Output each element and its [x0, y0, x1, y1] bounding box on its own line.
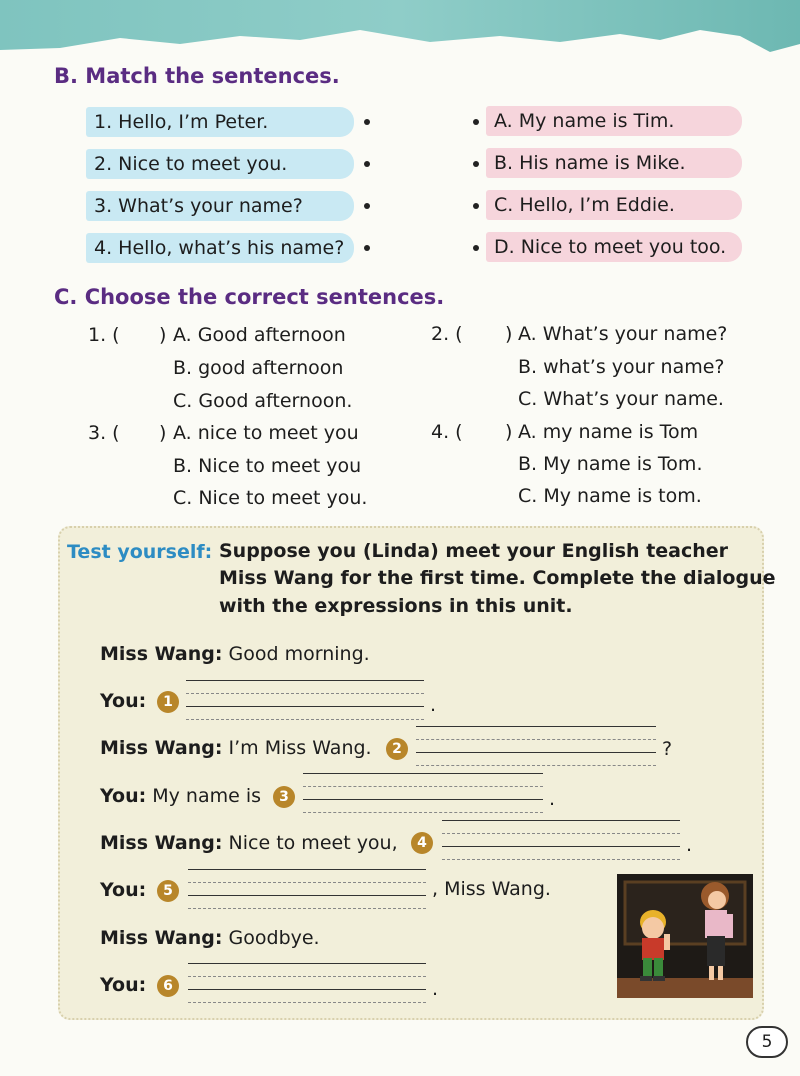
answer-line-3-mid [303, 786, 543, 787]
speaker-you: You: [100, 785, 147, 807]
question-4-number: 4. ( [431, 421, 463, 443]
answer-line-3-top [303, 773, 543, 774]
speaker-you-1: You: [100, 690, 147, 712]
answer-line-5-top [188, 869, 426, 870]
section-c-title: C. Choose the correct sentences. [54, 285, 445, 309]
dialogue-text: I’m Miss Wang. [228, 737, 372, 759]
blank-number-3: 3 [273, 786, 295, 808]
match-left-3: 3. What’s your name? [86, 191, 354, 221]
test-yourself-label: Test yourself: [67, 541, 213, 563]
question-2-number: 2. ( [431, 323, 463, 345]
dialogue-line-1 [100, 643, 370, 665]
blank-1-end: . [430, 694, 437, 716]
answer-blank-4[interactable] [442, 846, 680, 847]
question-4-option-c: C. My name is tom. [518, 485, 702, 507]
question-2-option-a: A. What’s your name? [518, 323, 728, 345]
match-dot-left-4[interactable] [364, 245, 370, 251]
blank-number-6: 6 [157, 975, 179, 997]
match-dot-right-4[interactable] [473, 245, 479, 251]
match-right-d: D. Nice to meet you too. [486, 232, 742, 262]
dialogue-line-3 [100, 737, 372, 759]
dialogue-text: Good morning. [228, 643, 370, 665]
match-right-b: B. His name is Mike. [486, 148, 742, 178]
speaker-you-6: You: [100, 974, 147, 996]
match-right-a: A. My name is Tim. [486, 106, 742, 136]
answer-line-4-top [442, 820, 680, 821]
blank-number-5: 5 [157, 880, 179, 902]
answer-line-5-mid [188, 882, 426, 883]
speaker-you-5: You: [100, 879, 147, 901]
match-left-2: 2. Nice to meet you. [86, 149, 354, 179]
blank-number-2: 2 [386, 738, 408, 760]
blank-6-end: . [432, 978, 439, 1000]
question-3-option-c: C. Nice to meet you. [173, 487, 368, 509]
match-right-c: C. Hello, I’m Eddie. [486, 190, 742, 220]
question-1-option-b: B. good afternoon [173, 357, 344, 379]
question-1-paren: ) [159, 324, 167, 346]
question-3-option-a: A. nice to meet you [173, 422, 359, 444]
question-2-option-c: C. What’s your name. [518, 388, 724, 410]
dialogue-line-7 [100, 927, 320, 949]
answer-line-3-bottom [303, 812, 543, 813]
question-3-paren: ) [159, 422, 167, 444]
match-left-1: 1. Hello, I’m Peter. [86, 107, 354, 137]
dialogue-text: Goodbye. [228, 927, 320, 949]
answer-line-4-mid [442, 833, 680, 834]
speaker-miss-wang: Miss Wang: [100, 927, 223, 949]
answer-blank-3[interactable] [303, 799, 543, 800]
question-3-option-b: B. Nice to meet you [173, 455, 362, 477]
match-dot-left-3[interactable] [364, 203, 370, 209]
question-3-number: 3. ( [88, 422, 120, 444]
teacher-and-boy-illustration-icon [617, 874, 753, 998]
question-2-paren: ) [505, 323, 513, 345]
match-dot-left-1[interactable] [364, 119, 370, 125]
match-dot-right-2[interactable] [473, 161, 479, 167]
answer-line-1-mid [186, 693, 424, 694]
speaker-miss-wang: Miss Wang: [100, 737, 223, 759]
test-instruction-line-3: with the expressions in this unit. [219, 595, 573, 617]
answer-line-1-bottom [186, 719, 424, 720]
test-instruction-line-2: Miss Wang for the first time. Complete the dialogue [219, 567, 776, 589]
answer-line-2-top [416, 726, 656, 727]
blank-2-end: ? [662, 738, 673, 760]
answer-line-6-mid [188, 976, 426, 977]
match-dot-left-2[interactable] [364, 161, 370, 167]
answer-line-2-mid [416, 739, 656, 740]
blank-number-1: 1 [157, 691, 179, 713]
dialogue-text: My name is [152, 785, 262, 807]
blank-5-end: , Miss Wang. [432, 878, 551, 900]
section-b-title: B. Match the sentences. [54, 64, 340, 88]
answer-blank-1[interactable] [186, 706, 424, 707]
question-4-paren: ) [505, 421, 513, 443]
blank-4-end: . [686, 834, 693, 856]
question-4-option-b: B. My name is Tom. [518, 453, 703, 475]
answer-blank-2[interactable] [416, 752, 656, 753]
speaker-miss-wang: Miss Wang: [100, 643, 223, 665]
answer-blank-5[interactable] [188, 895, 426, 896]
answer-line-6-top [188, 963, 426, 964]
match-dot-right-1[interactable] [473, 119, 479, 125]
question-4-option-a: A. my name is Tom [518, 421, 699, 443]
answer-line-2-bottom [416, 765, 656, 766]
blank-3-end: . [549, 788, 556, 810]
match-dot-right-3[interactable] [473, 203, 479, 209]
dialogue-line-4 [100, 785, 261, 807]
blank-number-4: 4 [411, 832, 433, 854]
speaker-miss-wang: Miss Wang: [100, 832, 223, 854]
answer-line-1-top [186, 680, 424, 681]
answer-line-5-bottom [188, 908, 426, 909]
answer-line-4-bottom [442, 859, 680, 860]
question-1-option-c: C. Good afternoon. [173, 390, 353, 412]
page-number: 5 [746, 1026, 788, 1058]
answer-blank-6[interactable] [188, 989, 426, 990]
question-1-number: 1. ( [88, 324, 120, 346]
decorative-sky-band [0, 0, 800, 62]
test-instruction-line-1: Suppose you (Linda) meet your English teacher [219, 540, 729, 562]
question-1-option-a: A. Good afternoon [173, 324, 346, 346]
match-left-4: 4. Hello, what’s his name? [86, 233, 354, 263]
question-2-option-b: B. what’s your name? [518, 356, 725, 378]
dialogue-line-5 [100, 832, 398, 854]
dialogue-text: Nice to meet you, [228, 832, 398, 854]
answer-line-6-bottom [188, 1002, 426, 1003]
